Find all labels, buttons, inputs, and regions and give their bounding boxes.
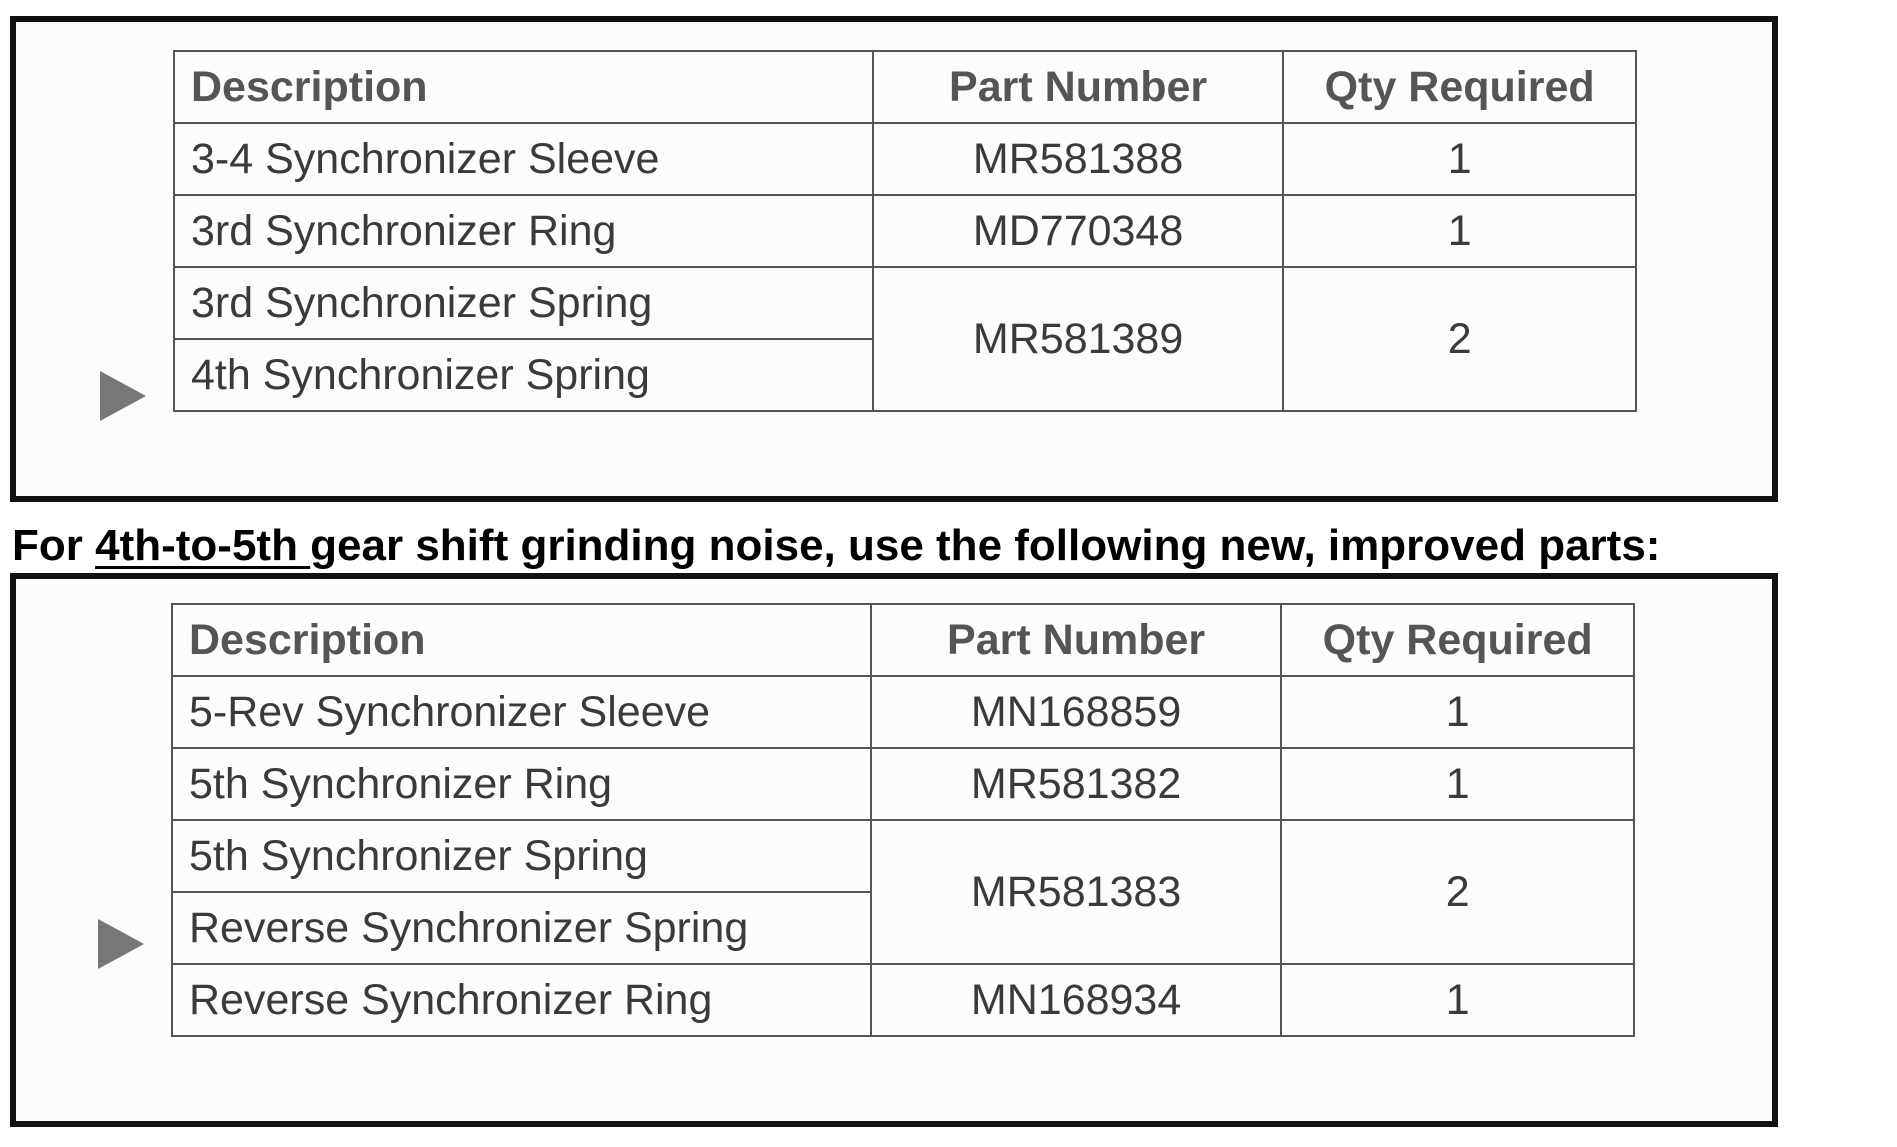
heading-underlined-gear-range: 4th-to-5th	[95, 521, 311, 570]
table-row	[174, 195, 1636, 267]
table-row	[172, 820, 1634, 892]
part-number-cell: MR581382	[871, 748, 1282, 820]
table-header-row	[172, 604, 1634, 676]
part-number-cell: MD770348	[873, 195, 1284, 267]
table-row	[174, 123, 1636, 195]
column-header-description: Description	[174, 51, 873, 123]
column-header-qty-required: Qty Required	[1283, 51, 1636, 123]
qty-cell: 1	[1281, 964, 1634, 1036]
description-cell: 5th Synchronizer Spring	[172, 820, 871, 892]
qty-cell: 1	[1281, 748, 1634, 820]
triangle-pointer-icon	[98, 919, 144, 969]
triangle-pointer-icon	[100, 371, 146, 421]
column-header-part-number: Part Number	[871, 604, 1282, 676]
qty-cell: 1	[1281, 676, 1634, 748]
description-cell: 5-Rev Synchronizer Sleeve	[172, 676, 871, 748]
description-cell: Reverse Synchronizer Ring	[172, 964, 871, 1036]
part-number-cell: MR581383	[871, 820, 1282, 964]
qty-cell: 2	[1283, 267, 1636, 411]
heading-suffix: gear shift grinding noise, use the following new, improved parts:	[310, 521, 1661, 570]
parts-table-1	[173, 50, 1637, 412]
heading-prefix: For	[12, 521, 96, 570]
table-header-row	[174, 51, 1636, 123]
column-header-qty-required: Qty Required	[1281, 604, 1634, 676]
part-number-cell: MN168859	[871, 676, 1282, 748]
table-row	[172, 964, 1634, 1036]
description-cell: 3rd Synchronizer Spring	[174, 267, 873, 339]
column-header-part-number: Part Number	[873, 51, 1284, 123]
table-row	[172, 676, 1634, 748]
qty-cell: 1	[1283, 123, 1636, 195]
description-cell: 3rd Synchronizer Ring	[174, 195, 873, 267]
parts-table-2	[171, 603, 1635, 1037]
section-heading	[12, 520, 1660, 572]
description-cell: 3-4 Synchronizer Sleeve	[174, 123, 873, 195]
table-row	[174, 267, 1636, 339]
qty-cell: 1	[1283, 195, 1636, 267]
part-number-cell: MR581388	[873, 123, 1284, 195]
description-cell: 4th Synchronizer Spring	[174, 339, 873, 411]
table-row	[172, 748, 1634, 820]
column-header-description: Description	[172, 604, 871, 676]
description-cell: Reverse Synchronizer Spring	[172, 892, 871, 964]
qty-cell: 2	[1281, 820, 1634, 964]
description-cell: 5th Synchronizer Ring	[172, 748, 871, 820]
part-number-cell: MR581389	[873, 267, 1284, 411]
part-number-cell: MN168934	[871, 964, 1282, 1036]
